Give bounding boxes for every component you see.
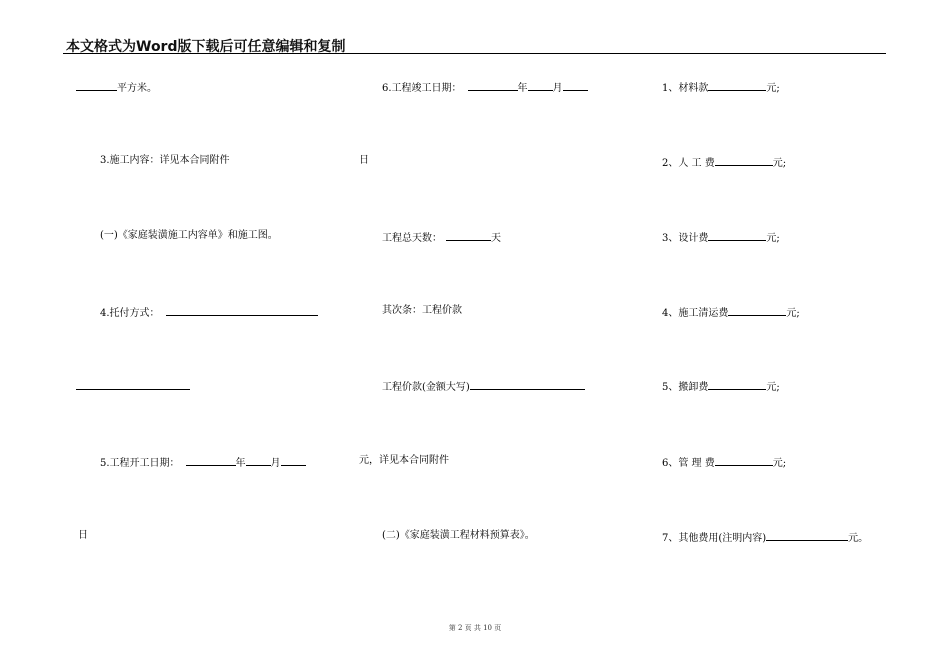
area-unit-text: 平方米。 [117,83,157,94]
blank-underline [766,530,848,541]
price-see-attachment-text: 元，详见本合同附件 [359,455,449,466]
blank-underline [186,455,236,466]
blank-underline [728,305,786,316]
blank-underline [708,80,766,91]
fee-label: 4、施工清运费 [662,308,729,319]
total-days-unit: 天 [491,233,501,244]
delivery-continuation-line [76,379,190,394]
blank-underline [446,230,491,241]
blank-underline [470,379,585,390]
fee-item-materials [662,80,780,95]
completion-date-line [382,80,588,95]
fee-unit: 元; [766,233,780,244]
month-text: 月 [552,83,563,94]
header-divider [63,53,886,54]
blank-underline [76,379,190,390]
month-text: 月 [270,458,281,469]
start-date-label: 5.工程开工日期： [100,458,180,469]
fee-label: 3、设计费 [662,233,709,244]
start-day-text: 日 [78,530,88,541]
attachment-two-text: (二)《家庭装潢工程材料预算表》。 [382,530,535,541]
delivery-method-label: 4.托付方式： [100,308,160,319]
fee-item-cleanup [662,305,800,320]
fee-item-management [662,455,786,470]
blank-underline [281,455,306,466]
completion-day-text: 日 [359,155,369,166]
delivery-method-line [100,305,318,320]
start-date-line [100,455,306,470]
completion-date-label: 6.工程竣工日期： [382,83,462,94]
fee-item-labor [662,155,786,170]
total-days-label: 工程总天数： [382,233,442,244]
fee-unit: 元; [786,308,800,319]
construction-content-text: 3.施工内容：详见本合同附件 [100,155,230,166]
blank-underline [76,80,117,91]
blank-underline [708,230,766,241]
fee-unit: 元; [766,83,780,94]
blank-underline [715,155,773,166]
fee-unit: 元; [772,158,787,169]
fee-label: 7、其他费用(注明内容) [662,533,767,544]
fee-item-moving [662,379,780,394]
page-number: 第 2 页 共 10 页 [448,624,502,632]
fee-label: 5、搬卸费 [662,382,709,393]
fee-label: 6、管 理 费 [662,458,715,469]
total-days-line [382,230,501,245]
blank-underline [468,80,518,91]
blank-underline [563,80,588,91]
price-line [382,379,585,394]
price-label: 工程价款(金额大写) [382,382,470,393]
fee-item-design [662,230,780,245]
second-article-heading: 其次条：工程价款 [382,305,462,316]
year-text: 年 [235,458,246,469]
fee-unit: 元; [766,382,780,393]
year-text: 年 [517,83,528,94]
attachment-one-text: (一)《家庭装潢施工内容单》和施工图。 [100,230,278,241]
blank-underline [708,379,766,390]
blank-underline [246,455,271,466]
fee-unit: 元; [772,458,787,469]
fee-unit: 元。 [848,533,869,544]
blank-underline [715,455,773,466]
fee-item-other [662,530,868,545]
blank-underline [166,305,318,316]
document-header-title: 本文格式为Word版下载后可任意编辑和复制 [66,39,346,55]
fee-label: 2、人 工 费 [662,158,715,169]
area-line [76,80,157,95]
blank-underline [528,80,553,91]
fee-label: 1、材料款 [662,83,709,94]
